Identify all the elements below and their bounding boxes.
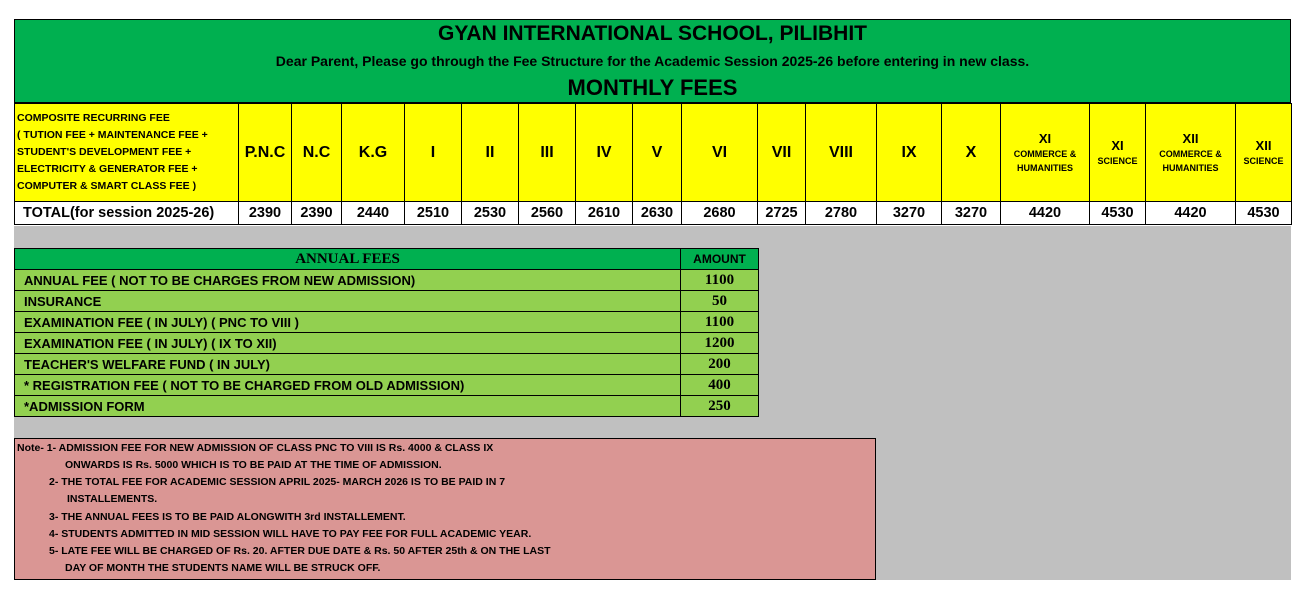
total-value: 2530 xyxy=(462,202,519,225)
class-label: XI xyxy=(1038,130,1052,146)
total-value: 2610 xyxy=(576,202,633,225)
annual-row xyxy=(15,270,759,291)
fee-amount: 1100 xyxy=(681,270,759,291)
annual-row xyxy=(15,375,759,396)
class-header-vii: VII xyxy=(758,104,806,202)
composite-fee-description xyxy=(15,104,239,202)
class-header-i: I xyxy=(405,104,462,202)
amount-header: AMOUNT xyxy=(681,249,759,270)
description-line: COMPUTER & SMART CLASS FEE ) xyxy=(17,180,197,192)
stream-label: HUMANITIES xyxy=(1017,162,1073,173)
class-header-iii: III xyxy=(519,104,576,202)
annual-row xyxy=(15,333,759,354)
fee-label: EXAMINATION FEE ( IN JULY) ( PNC TO VIII ) xyxy=(15,312,681,333)
class-header-x: X xyxy=(942,104,1001,202)
class-label: XI xyxy=(1111,137,1124,153)
annual-row xyxy=(15,396,759,417)
class-header-xi-commerce xyxy=(1001,104,1090,202)
class-header-xii-science xyxy=(1236,104,1292,202)
class-header-v: V xyxy=(633,104,682,202)
class-label: XII xyxy=(1255,137,1272,153)
total-value: 3270 xyxy=(942,202,1001,225)
class-header-nc: N.C xyxy=(292,104,342,202)
total-value: 2390 xyxy=(292,202,342,225)
total-value: 2780 xyxy=(806,202,877,225)
note-line: 3- THE ANNUAL FEES IS TO BE PAID ALONGWITH 3rd INSTALLEMENT. xyxy=(49,511,406,523)
description-line: ELECTRICITY & GENERATOR FEE + xyxy=(17,163,198,175)
header-subtitle: Dear Parent, Please go through the Fee Structure for the Academic Session 2025-26 before entering in new class. xyxy=(275,53,1030,69)
total-value: 2725 xyxy=(758,202,806,225)
annual-header-row xyxy=(15,249,759,270)
fee-label: * REGISTRATION FEE ( NOT TO BE CHARGED FROM OLD ADMISSION) xyxy=(15,375,681,396)
fee-amount: 250 xyxy=(681,396,759,417)
monthly-fees-table xyxy=(14,103,1292,225)
annual-row xyxy=(15,291,759,312)
stream-label: SCIENCE xyxy=(1097,155,1138,166)
class-header-viii: VIII xyxy=(806,104,877,202)
class-header-pnc: P.N.C xyxy=(239,104,292,202)
class-header-xii-commerce xyxy=(1146,104,1236,202)
stream-label: SCIENCE xyxy=(1243,155,1284,166)
description-line: STUDENT'S DEVELOPMENT FEE + xyxy=(17,146,192,158)
class-header-ix: IX xyxy=(877,104,942,202)
fee-label: EXAMINATION FEE ( IN JULY) ( IX TO XII) xyxy=(15,333,681,354)
annual-row xyxy=(15,312,759,333)
fee-label: ANNUAL FEE ( NOT TO BE CHARGES FROM NEW ADMISSION) xyxy=(15,270,681,291)
fee-label: INSURANCE xyxy=(15,291,681,312)
note-line: 2- THE TOTAL FEE FOR ACADEMIC SESSION APRIL 2025- MARCH 2026 IS TO BE PAID IN 7 xyxy=(49,476,506,488)
note-line: 5- LATE FEE WILL BE CHARGED OF Rs. 20. AFTER DUE DATE & Rs. 50 AFTER 25th & ON THE LAST xyxy=(49,545,551,557)
notes-box xyxy=(14,438,876,580)
total-value: 2440 xyxy=(342,202,405,225)
stream-label: COMMERCE & xyxy=(1013,148,1077,159)
total-value: 2630 xyxy=(633,202,682,225)
fee-amount: 1100 xyxy=(681,312,759,333)
monthly-total-row xyxy=(15,202,1292,225)
class-header-iv: IV xyxy=(576,104,633,202)
stream-label: COMMERCE & xyxy=(1159,148,1222,159)
school-name: GYAN INTERNATIONAL SCHOOL, PILIBHIT xyxy=(438,22,867,45)
total-value: 4420 xyxy=(1001,202,1090,225)
fee-label: *ADMISSION FORM xyxy=(15,396,681,417)
note-line: 4- STUDENTS ADMITTED IN MID SESSION WILL HAVE TO PAY FEE FOR FULL ACADEMIC YEAR. xyxy=(49,528,532,540)
description-line: ( TUTION FEE + MAINTENANCE FEE + xyxy=(17,129,208,141)
total-value: 4530 xyxy=(1090,202,1146,225)
annual-fees-title: ANNUAL FEES xyxy=(15,249,681,270)
note-line: ONWARDS IS Rs. 5000 WHICH IS TO BE PAID AT THE TIME OF ADMISSION. xyxy=(65,459,442,471)
class-header-vi: VI xyxy=(682,104,758,202)
note-line: DAY OF MONTH THE STUDENTS NAME WILL BE STRUCK OFF. xyxy=(65,562,381,574)
fee-label: TEACHER'S WELFARE FUND ( IN JULY) xyxy=(15,354,681,375)
total-value: 4530 xyxy=(1236,202,1292,225)
total-value: 2510 xyxy=(405,202,462,225)
total-value: 4420 xyxy=(1146,202,1236,225)
class-header-xi-science xyxy=(1090,104,1146,202)
total-label: TOTAL(for session 2025-26) xyxy=(15,202,239,225)
stream-label: HUMANITIES xyxy=(1162,162,1219,173)
class-header-kg: K.G xyxy=(342,104,405,202)
description-line: COMPOSITE RECURRING FEE xyxy=(17,112,170,124)
header-banner xyxy=(14,19,1291,103)
monthly-header-row xyxy=(15,104,1292,202)
fee-amount: 200 xyxy=(681,354,759,375)
note-line: Note- 1- ADMISSION FEE FOR NEW ADMISSION OF CLASS PNC TO VIII IS Rs. 4000 & CLASS IX xyxy=(17,442,494,454)
class-header-ii: II xyxy=(462,104,519,202)
fee-amount: 400 xyxy=(681,375,759,396)
fee-amount: 1200 xyxy=(681,333,759,354)
total-value: 2390 xyxy=(239,202,292,225)
note-line: INSTALLEMENTS. xyxy=(67,493,158,505)
total-value: 2680 xyxy=(682,202,758,225)
class-label: XII xyxy=(1182,130,1199,146)
annual-fees-table xyxy=(14,248,759,417)
annual-row xyxy=(15,354,759,375)
fee-amount: 50 xyxy=(681,291,759,312)
total-value: 2560 xyxy=(519,202,576,225)
total-value: 3270 xyxy=(877,202,942,225)
monthly-fees-title: MONTHLY FEES xyxy=(567,75,738,100)
